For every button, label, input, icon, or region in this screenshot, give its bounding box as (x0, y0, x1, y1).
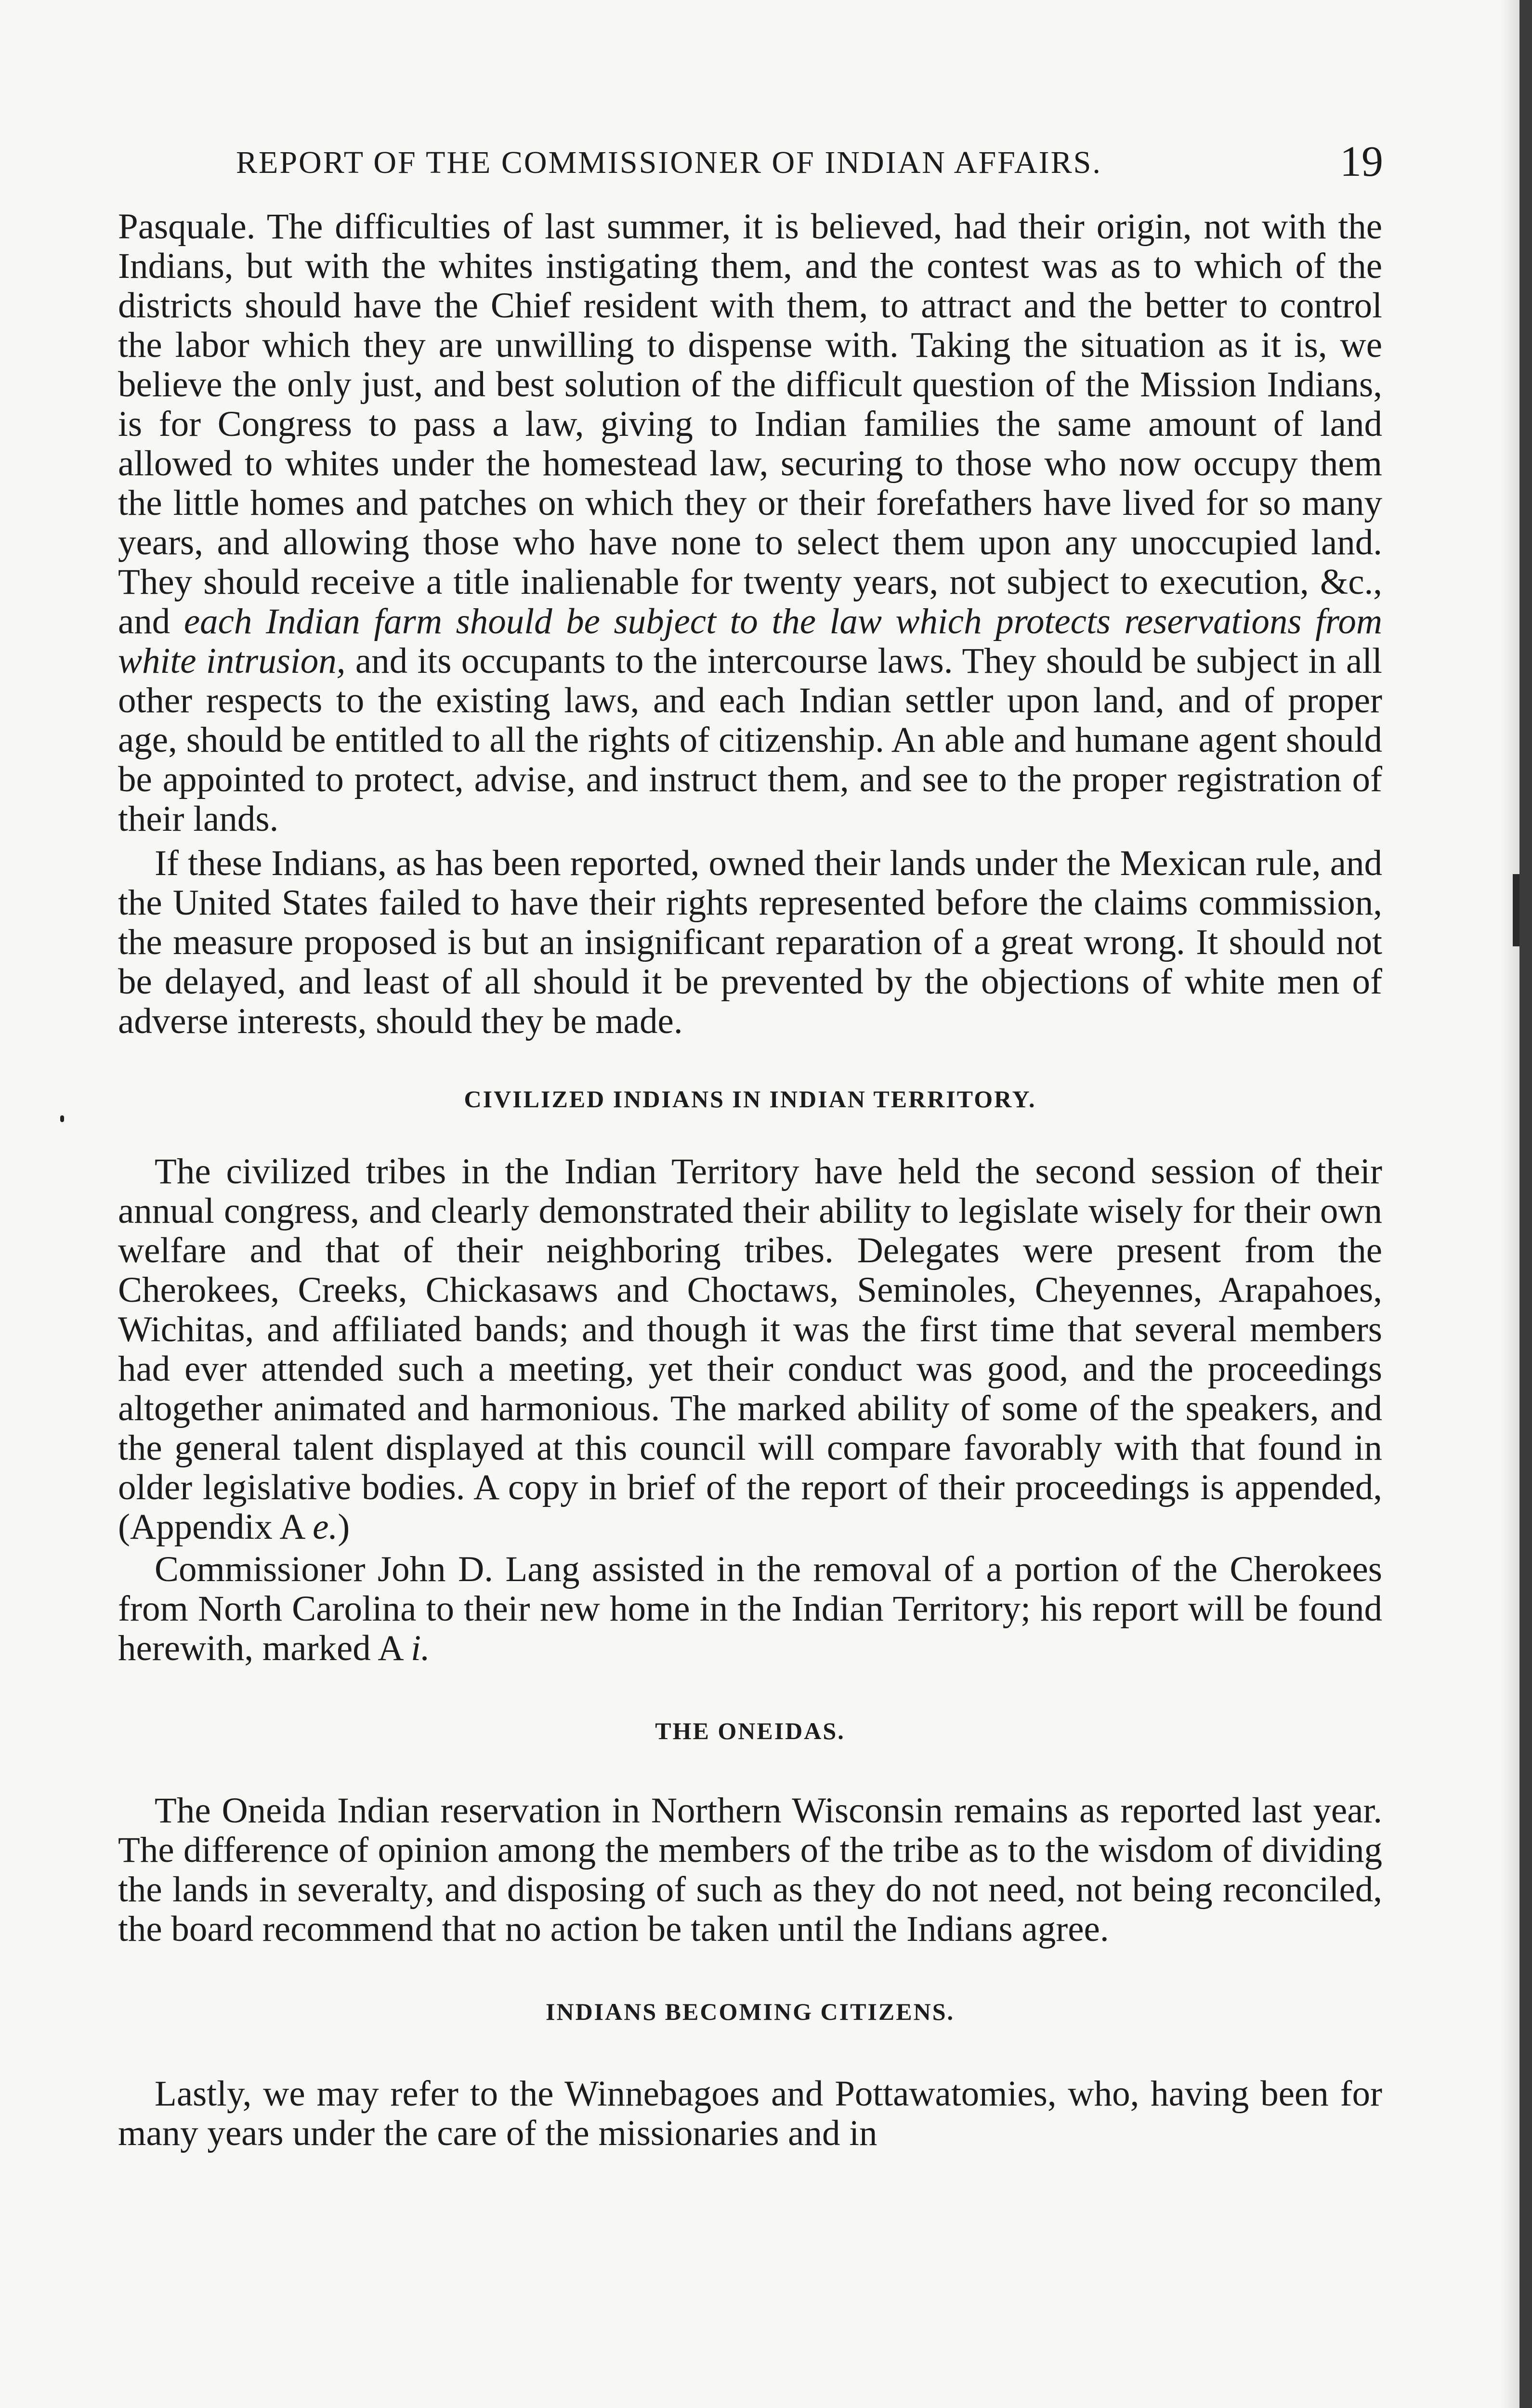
running-header-title: REPORT OF THE COMMISSIONER OF INDIAN AFFAIRS. (236, 145, 1102, 180)
section-heading-oneidas: THE ONEIDAS. (655, 1717, 845, 1744)
paragraph-mexican-rule: If these Indians, as has been reported, owned their lands under the Mexican rule, and the United States failed to have their rights represented before the claims commission, the measure proposed is but an insignificant reparation of a great wrong. It should not be delayed, and least of all should it be prevented by the objections of white men of adverse interests, should they be made. (118, 843, 1382, 1041)
page-body (118, 207, 1382, 2153)
paragraph-oneida-reservation: The Oneida Indian reservation in Northern Wisconsin remains as reported last year. The difference of opinion among the members of the tribe as to the wisdom of dividing the lands in severalty, and disposing of such as they do not need, not being reconciled, the board recommend that no action be taken until the Indians agree. (118, 1791, 1382, 1949)
paragraph-mission-indians (118, 207, 1382, 839)
paragraph-text: ) (338, 1507, 350, 1547)
scan-speck (60, 1115, 64, 1122)
scan-edge-mark (1513, 874, 1519, 946)
section-heading-becoming-citizens: INDIANS BECOMING CITIZENS. (546, 1998, 955, 2025)
paragraph-cherokee-removal (118, 1550, 1382, 1668)
italic-emphasis: i. (411, 1628, 430, 1668)
paragraph-text: The civilized tribes in the Indian Territory have held the second session of their annual congress, and clearly demonstrated their ability to legislate wisely for their own welfare and that of their neighboring tribes. Delegates were present from the Cherokees, Creeks, Chickasaws and Choctaws, Seminoles, Cheyennes, Arapahoes, Wichitas, and affiliated bands; and though it was the first time that several members had ever attended such a meeting, yet their conduct was good, and the proceedings altogether animated and harmonious. The marked ability of some of the speakers, and the general talent displayed at this council will compare favorably with that found in older legislative bodies. A copy in brief of the report of their proceedings is appended, (Appendix A (118, 1152, 1382, 1547)
section-heading-civilized-indians: CIVILIZED INDIANS IN INDIAN TERRITORY. (464, 1086, 1036, 1112)
page-number: 19 (1340, 138, 1383, 185)
paragraph-text: and its occupants to the intercourse laws. They should be subject in all other respects to the existing laws, and each Indian settler upon land, and of proper age, should be entitled to all the rights of citizenship. An able and humane agent should be appointed to protect, advise, and instruct them, and see to the proper registration of their lands. (118, 641, 1382, 839)
paragraph-civilized-tribes (118, 1152, 1382, 1547)
running-header (236, 140, 1383, 193)
scan-page-edge (1519, 0, 1532, 2408)
paragraph-winnebagoes: Lastly, we may refer to the Winnebagoes and Pottawatomies, who, having been for many years under the care of the missionaries and in (118, 2074, 1382, 2153)
page-edge-shadow (1500, 0, 1519, 2408)
paragraph-text: Pasquale. The difficulties of last summer, it is believed, had their origin, not with the Indians, but with the whites instigating them, and the contest was as to which of the districts should have the Chief resident with them, to attract and the better to control the labor which they are unwilling to dispense with. Taking the situation as it is, we believe the only just, and best solution of the difficult question of the Mission Indians, is for Congress to pass a law, giving to Indian families the same amount of land allowed to whites under the homestead law, securing to those who now occupy them the little homes and patches on which they or their forefathers have lived for so many years, and allowing those who have none to select them upon any unoccupied land. They should receive a title inalienable for twenty years, not subject to execution, &c., and (118, 207, 1382, 641)
italic-emphasis: each Indian farm should be subject to the law which protects reservations from white intrusion, (118, 602, 1382, 681)
italic-emphasis: e. (313, 1507, 338, 1547)
paragraph-text: Commissioner John D. Lang assisted in the removal of a portion of the Cherokees from North Carolina to their new home in the Indian Territory; his report will be found herewith, marked A (118, 1549, 1382, 1668)
